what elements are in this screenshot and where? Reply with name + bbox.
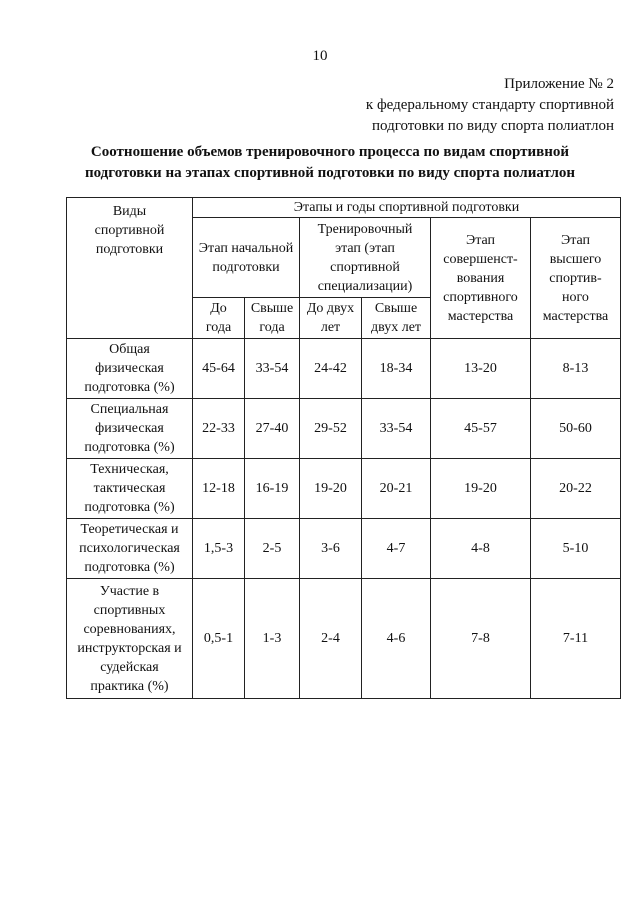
header-line: спортивной — [330, 259, 400, 275]
header-line: мастерства — [447, 308, 514, 324]
table-cell: 45-57 — [431, 399, 531, 459]
table-cell: 5-10 — [531, 519, 621, 579]
appendix-note — [366, 74, 614, 137]
row-label — [67, 519, 193, 579]
header-line: Тренировочный — [317, 221, 413, 237]
table-row — [67, 459, 621, 519]
row-label-line: физическая — [95, 361, 164, 376]
header-line: До двух — [306, 301, 355, 316]
table-cell: 7-11 — [531, 579, 621, 699]
header-line: спортивной — [94, 223, 165, 238]
row-label-line: практика (%) — [90, 678, 169, 694]
table-cell: 4-7 — [362, 519, 431, 579]
row-label-line: судейская — [100, 659, 159, 675]
table-cell: 20-22 — [531, 459, 621, 519]
table-cell: 1-3 — [245, 579, 300, 699]
row-label-line: подготовка (%) — [84, 560, 175, 575]
header-line: года — [205, 320, 232, 335]
table-row — [67, 579, 621, 699]
table-cell: 27-40 — [245, 399, 300, 459]
row-label — [67, 339, 193, 399]
header-line: мастерства — [542, 308, 609, 324]
table-cell: 12-18 — [193, 459, 245, 519]
table-cell: 33-54 — [245, 339, 300, 399]
header-training-sub-1 — [300, 298, 362, 339]
table-cell: 7-8 — [431, 579, 531, 699]
appendix-line: подготовки по виду спорта полиатлон — [371, 118, 614, 134]
table-cell: 22-33 — [193, 399, 245, 459]
document-title — [40, 142, 620, 184]
header-line: спортивного — [443, 289, 518, 305]
table-cell: 0,5-1 — [193, 579, 245, 699]
table-cell: 1,5-3 — [193, 519, 245, 579]
header-line: совершенст- — [443, 251, 518, 267]
header-line: вования — [456, 270, 505, 286]
table-cell: 33-54 — [362, 399, 431, 459]
header-training-sub-2 — [362, 298, 431, 339]
training-ratio-table — [66, 197, 621, 699]
page-number: 10 — [312, 48, 328, 64]
header-line: лет — [320, 320, 341, 335]
header-line: Этап — [465, 232, 496, 248]
header-line: высшего — [549, 251, 602, 267]
header-line: Свыше — [250, 301, 294, 316]
header-line: двух лет — [370, 320, 422, 335]
row-label — [67, 579, 193, 699]
header-line: Виды — [112, 204, 147, 219]
row-label-line: Общая — [109, 342, 150, 357]
table-cell: 3-6 — [300, 519, 362, 579]
row-label-line: Техническая, — [90, 462, 169, 477]
header-line: Этап начальной — [198, 240, 294, 256]
row-label-line: физическая — [95, 421, 164, 436]
appendix-line: к федеральному стандарту спортивной — [365, 97, 614, 113]
table-cell: 24-42 — [300, 339, 362, 399]
header-line: этап (этап — [335, 240, 395, 256]
row-label-line: подготовка (%) — [84, 500, 175, 515]
row-label-line: подготовка (%) — [84, 440, 175, 455]
header-line: специализации) — [317, 278, 413, 294]
table-row — [67, 339, 621, 399]
row-label-line: Участие в — [99, 583, 160, 599]
header-initial-stage — [193, 218, 300, 298]
header-initial-sub-2 — [245, 298, 300, 339]
header-line: Свыше — [374, 301, 418, 316]
table-cell: 16-19 — [245, 459, 300, 519]
row-label-line: Теоретическая и — [80, 522, 179, 537]
table-cell: 19-20 — [300, 459, 362, 519]
appendix-line: Приложение № 2 — [504, 76, 614, 92]
row-label-line: спортивных — [93, 602, 166, 618]
header-line: спортив- — [549, 270, 602, 286]
header-training-stage — [300, 218, 431, 298]
table-cell: 8-13 — [531, 339, 621, 399]
header-line: До — [210, 301, 227, 316]
row-label — [67, 459, 193, 519]
table-cell: 50-60 — [531, 399, 621, 459]
table-cell: 29-52 — [300, 399, 362, 459]
table-cell: 20-21 — [362, 459, 431, 519]
table-cell: 45-64 — [193, 339, 245, 399]
table-row — [67, 519, 621, 579]
row-label-line: инструкторская и — [77, 640, 182, 656]
header-training-types — [67, 198, 193, 339]
title-line: подготовки на этапах спортивной подготовки по виду спорта полиатлон — [84, 165, 576, 181]
row-label-line: Специальная — [90, 402, 169, 417]
row-label-line: тактическая — [93, 481, 166, 496]
table-cell: 2-4 — [300, 579, 362, 699]
table-cell: 2-5 — [245, 519, 300, 579]
header-line: года — [259, 320, 285, 335]
header-higher-stage — [531, 218, 621, 339]
header-improvement-stage — [431, 218, 531, 339]
table-cell: 4-8 — [431, 519, 531, 579]
header-line: ного — [562, 289, 589, 305]
header-initial-sub-1 — [193, 298, 245, 339]
header-line: подготовки — [212, 259, 280, 275]
table-cell: 19-20 — [431, 459, 531, 519]
header-line: подготовки — [95, 242, 164, 257]
row-label-line: психологическая — [79, 541, 180, 556]
table-cell: 4-6 — [362, 579, 431, 699]
table-cell: 18-34 — [362, 339, 431, 399]
row-label — [67, 399, 193, 459]
row-label-line: подготовка (%) — [84, 380, 175, 395]
header-stages-caption: Этапы и годы спортивной подготовки — [193, 198, 621, 218]
row-label-line: соревнованиях, — [83, 621, 176, 637]
header-line: Этап — [560, 232, 591, 248]
table-row — [67, 399, 621, 459]
table-cell: 13-20 — [431, 339, 531, 399]
title-line: Соотношение объемов тренировочного процесса по видам спортивной — [90, 144, 570, 160]
